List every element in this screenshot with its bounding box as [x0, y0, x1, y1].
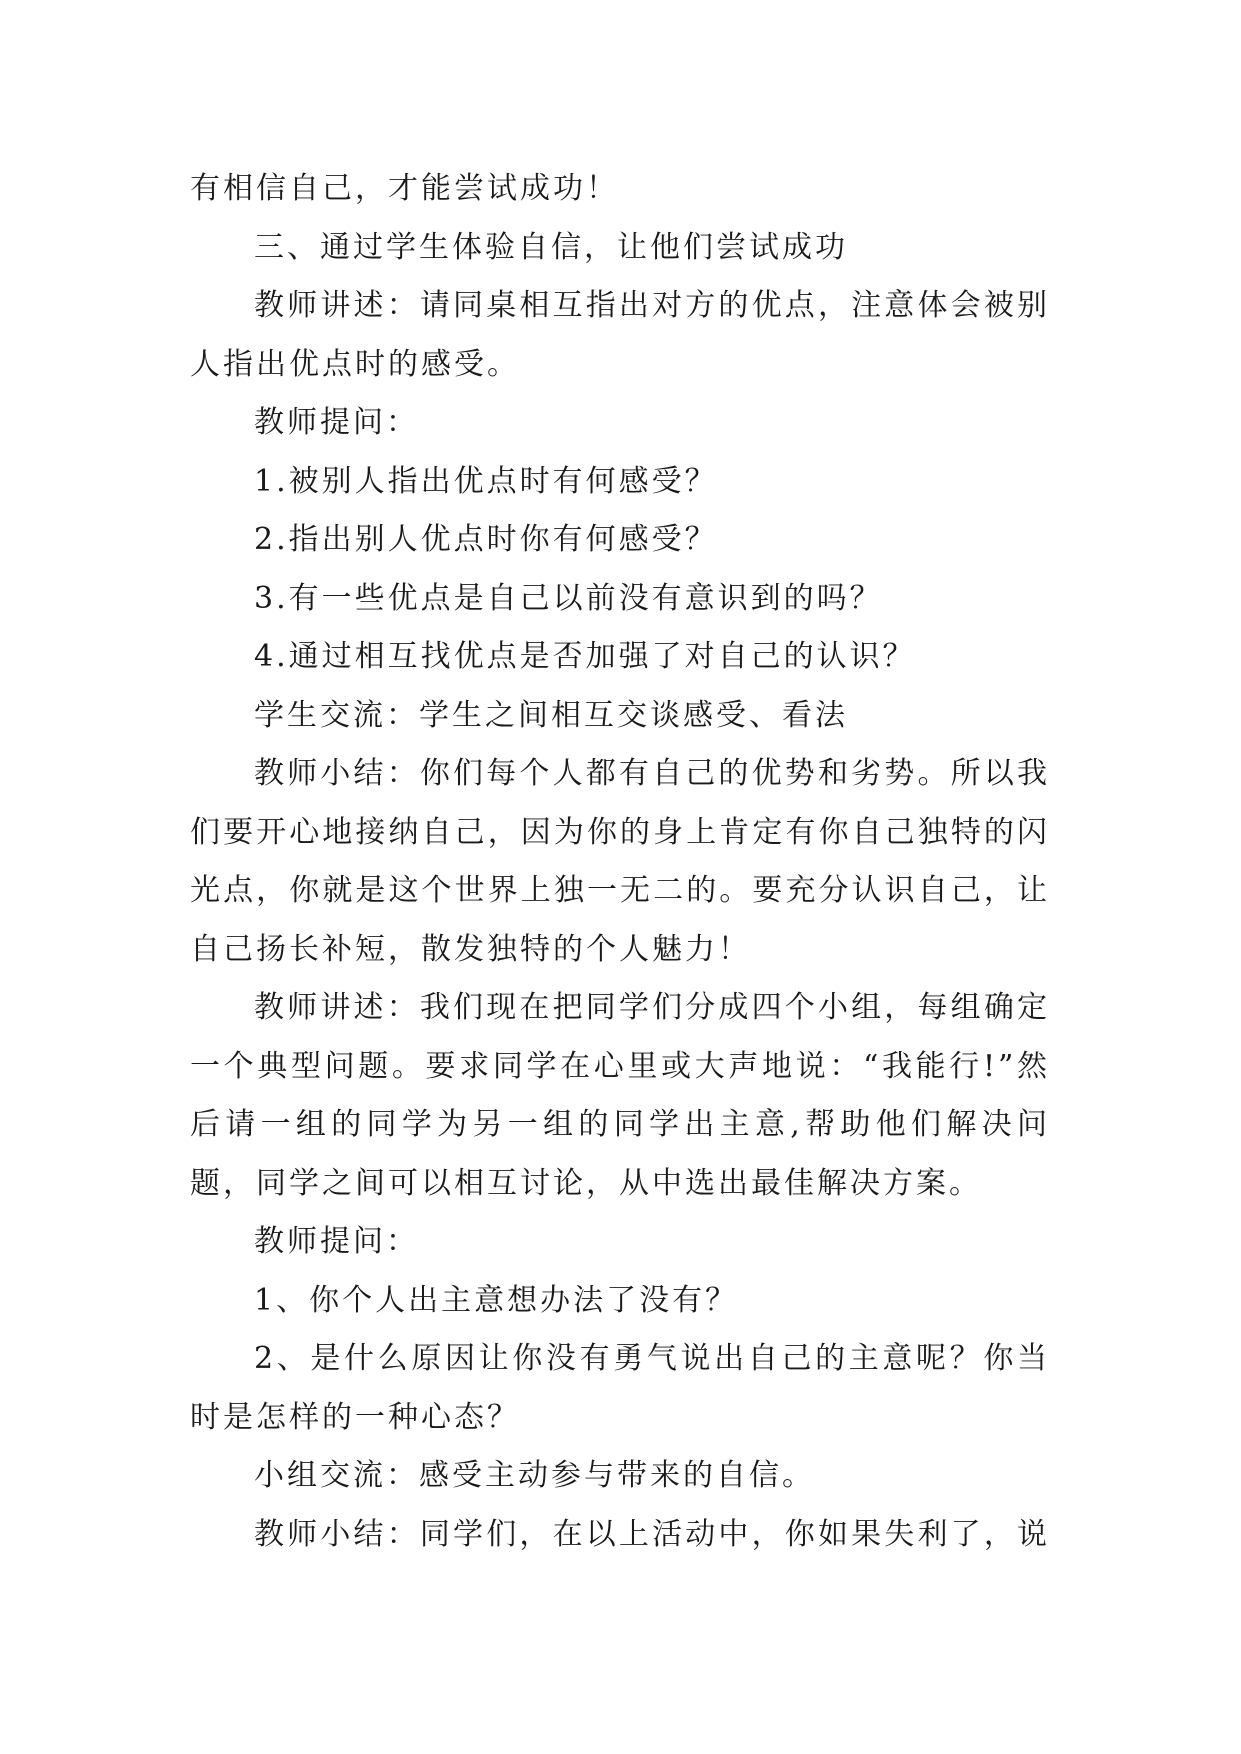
- section-heading: 三、通过学生体验自信，让他们尝试成功: [254, 229, 848, 265]
- paragraph-teacher-question: 教师提问：: [254, 405, 419, 440]
- paragraph-group-exchange: 小组交流：感受主动参与带来的自信。: [254, 1458, 815, 1493]
- question-item: 3.有一些优点是自己以前没有意识到的吗？: [254, 580, 883, 616]
- paragraph-continuation: 有相信自己，才能尝试成功！: [190, 171, 619, 206]
- paragraph-teacher-summary: 教师小结：同学们，在以上活动中，你如果失利了，说: [254, 1516, 1050, 1552]
- paragraph-teacher-statement: 教师讲述：请同桌相互指出对方的优点，注意体会被别人指出优点时的感受。: [190, 288, 1050, 382]
- paragraph-teacher-summary: 教师小结：你们每个人都有自己的优势和劣势。所以我们要开心地接纳自己，因为你的身上肯定有你自己独特的闪光点，你就是这个世界上独一无二的。要充分认识自己，让自己扬长补短，散发独特的个人魅力！: [190, 756, 1050, 967]
- paragraph-teacher-statement: 教师讲述：我们现在把同学们分成四个小组，每组确定一个典型问题。要求同学在心里或大声地说：“我能行!”然后请一组的同学为另一组的同学出主意,帮助他们解决问题，同学之间可以相互讨论，从中选出最佳解决方案。: [190, 990, 1050, 1201]
- paragraph-teacher-question: 教师提问：: [254, 1224, 419, 1259]
- question-item: 4.通过相互找优点是否加强了对自己的认识？: [254, 639, 916, 674]
- question-item: 2.指出别人优点时你有何感受？: [254, 522, 718, 557]
- paragraph-student-exchange: 学生交流：学生之间相互交谈感受、看法: [254, 697, 848, 733]
- question-item: 1、你个人出主意想办法了没有？: [254, 1282, 739, 1318]
- question-item: 1.被别人指出优点时有何感受？: [254, 463, 718, 499]
- question-item: 2、是什么原因让你没有勇气说出自己的主意呢？你当时是怎样的一种心态？: [190, 1341, 1050, 1435]
- document-body: [190, 160, 1050, 1564]
